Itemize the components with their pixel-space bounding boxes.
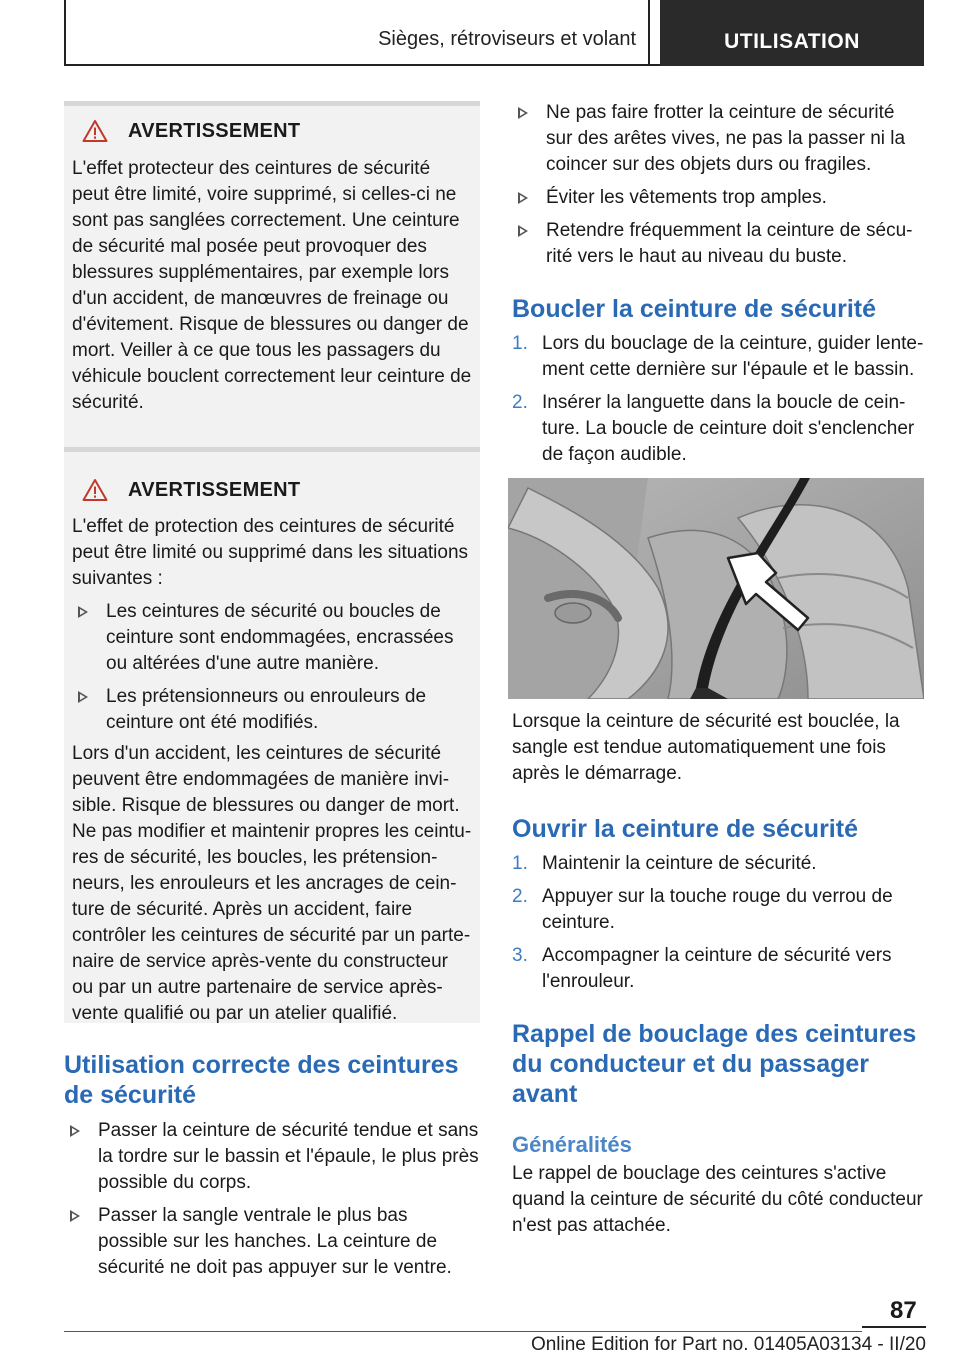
buckle-steps bbox=[512, 331, 924, 468]
warning-text: Lors d'un accident, les ceintures de sécurité peuvent être endommagées de manière invisible. Risque de blessures ou danger de mort. Ne pas modifier et maintenir propres les ceintures de sécurité, les boucles, les prétensionneurs, les enrouleurs et les ancrages de ceinture de sécurité. Après un accident, faire contrôler les ceintures de sécurité par un partenaire de service après-vente du constructeur ou par un autre partenaire de service après-vente qualifié ou par un atelier qualifié. bbox=[72, 743, 472, 1024]
warning-triangle-icon bbox=[82, 478, 108, 502]
open-steps bbox=[512, 851, 924, 995]
header-section-title: Sièges, rétroviseurs et volant bbox=[378, 28, 636, 50]
list-item: 2. Insérer la languette dans la boucle de ceinture. La boucle de ceinture doit s'enclencher de façon audible. bbox=[512, 392, 915, 465]
triangle-bullet-icon bbox=[78, 691, 88, 703]
warning-header bbox=[72, 106, 472, 156]
list-item: Passer la ceinture de sécurité tendue et sans la tordre sur le bassin et l'épaule, le plus près possible du corps. bbox=[64, 1118, 480, 1196]
list-item: 1. Lors du bouclage de la ceinture, guider lentement cette dernière sur l'épaule et le bassin. bbox=[512, 333, 924, 380]
warning-header bbox=[72, 452, 472, 514]
section-heading-open: Ouvrir la ceinture de sécurité bbox=[512, 815, 858, 843]
section-heading-reminder: Rappel de bouclage des ceintures du conducteur et du passager avant bbox=[512, 1020, 917, 1108]
right-column-lower bbox=[512, 709, 924, 1239]
triangle-bullet-icon bbox=[518, 192, 528, 204]
header-border-divider bbox=[648, 0, 650, 66]
paragraph: Le rappel de bouclage des ceintures s'active quand la ceinture de sécurité du côté conducteur n'est pas attachée. bbox=[512, 1163, 923, 1236]
triangle-bullet-icon bbox=[70, 1210, 80, 1222]
warning-box-1 bbox=[64, 101, 480, 454]
header-border-bottom bbox=[64, 64, 660, 66]
warning-title: AVERTISSEMENT bbox=[128, 478, 301, 501]
bullet-list-continued bbox=[512, 100, 924, 270]
list-item: Les ceintures de sécurité ou boucles de ceinture sont endommagées, encrassées ou altérées d'une autre manière. bbox=[72, 599, 472, 677]
triangle-bullet-icon bbox=[78, 606, 88, 618]
bullet-list bbox=[64, 1118, 480, 1281]
triangle-bullet-icon bbox=[518, 225, 528, 237]
warning-intro: L'effet de protection des ceintures de sécurité peut être limité ou supprimé dans les situations suivantes : bbox=[72, 516, 469, 589]
triangle-bullet-icon bbox=[70, 1125, 80, 1137]
footer-edition: Online Edition for Part no. 01405A03134 - II/20 bbox=[530, 1334, 926, 1355]
list-item: Ne pas faire frotter la ceinture de sécurité sur des arêtes vives, ne pas la passer ni la coincer sur des objets durs ou fragiles. bbox=[512, 100, 924, 178]
warning-title: AVERTISSEMENT bbox=[128, 119, 301, 142]
warning-bullet-list bbox=[72, 599, 472, 736]
list-item: Les prétensionneurs ou enrouleurs de ceinture ont été modifiés. bbox=[72, 684, 472, 736]
seatbelt-illustration bbox=[508, 478, 924, 699]
section-heading-buckle: Boucler la ceinture de sécurité bbox=[512, 295, 877, 323]
warning-box-2 bbox=[64, 447, 480, 1023]
list-item: 2. Appuyer sur la touche rouge du verrou de ceinture. bbox=[512, 886, 893, 933]
footer-rule bbox=[64, 1331, 862, 1332]
subsection-heading: Généralités bbox=[512, 1132, 632, 1157]
paragraph: Lorsque la ceinture de sécurité est bouclée, la sangle est tendue automatiquement une fois après le démarrage. bbox=[512, 711, 900, 784]
list-item: 1. Maintenir la ceinture de sécurité. bbox=[512, 853, 817, 874]
list-item: Passer la sangle ventrale le plus bas possible sur les hanches. La ceinture de sécurité ne doit pas appuyer sur le ventre. bbox=[64, 1203, 480, 1281]
section-correct-use bbox=[64, 1050, 480, 1281]
page-number: 87 bbox=[890, 1297, 917, 1324]
section-heading: Utilisation correcte des ceintures de sécurité bbox=[64, 1051, 459, 1109]
list-item: 3. Accompagner la ceinture de sécurité vers l'enrouleur. bbox=[512, 945, 892, 992]
header-chapter-tab: UTILISATION bbox=[660, 0, 924, 66]
warning-text: L'effet protecteur des ceintures de sécurité peut être limité, voire supprimé, si celles-ci ne sont pas sanglées correctement. Une ceinture de sécurité mal posée peut provoquer des blessures supplémentaires, par exemple lors d'un accident, de manœuvres de freinage ou d'évitement. Risque de blessures ou danger de mort. Veiller à ce que tous les passagers du véhicule bouclent correctement leur ceinture de sécurité. bbox=[72, 158, 472, 413]
triangle-bullet-icon bbox=[518, 107, 528, 119]
footer-rule-right bbox=[862, 1326, 926, 1328]
list-item: Éviter les vêtements trop amples. bbox=[512, 185, 924, 211]
warning-triangle-icon bbox=[82, 119, 108, 143]
list-item: Retendre fréquemment la ceinture de sécurité vers le haut au niveau du buste. bbox=[512, 218, 924, 270]
right-column bbox=[512, 100, 924, 468]
